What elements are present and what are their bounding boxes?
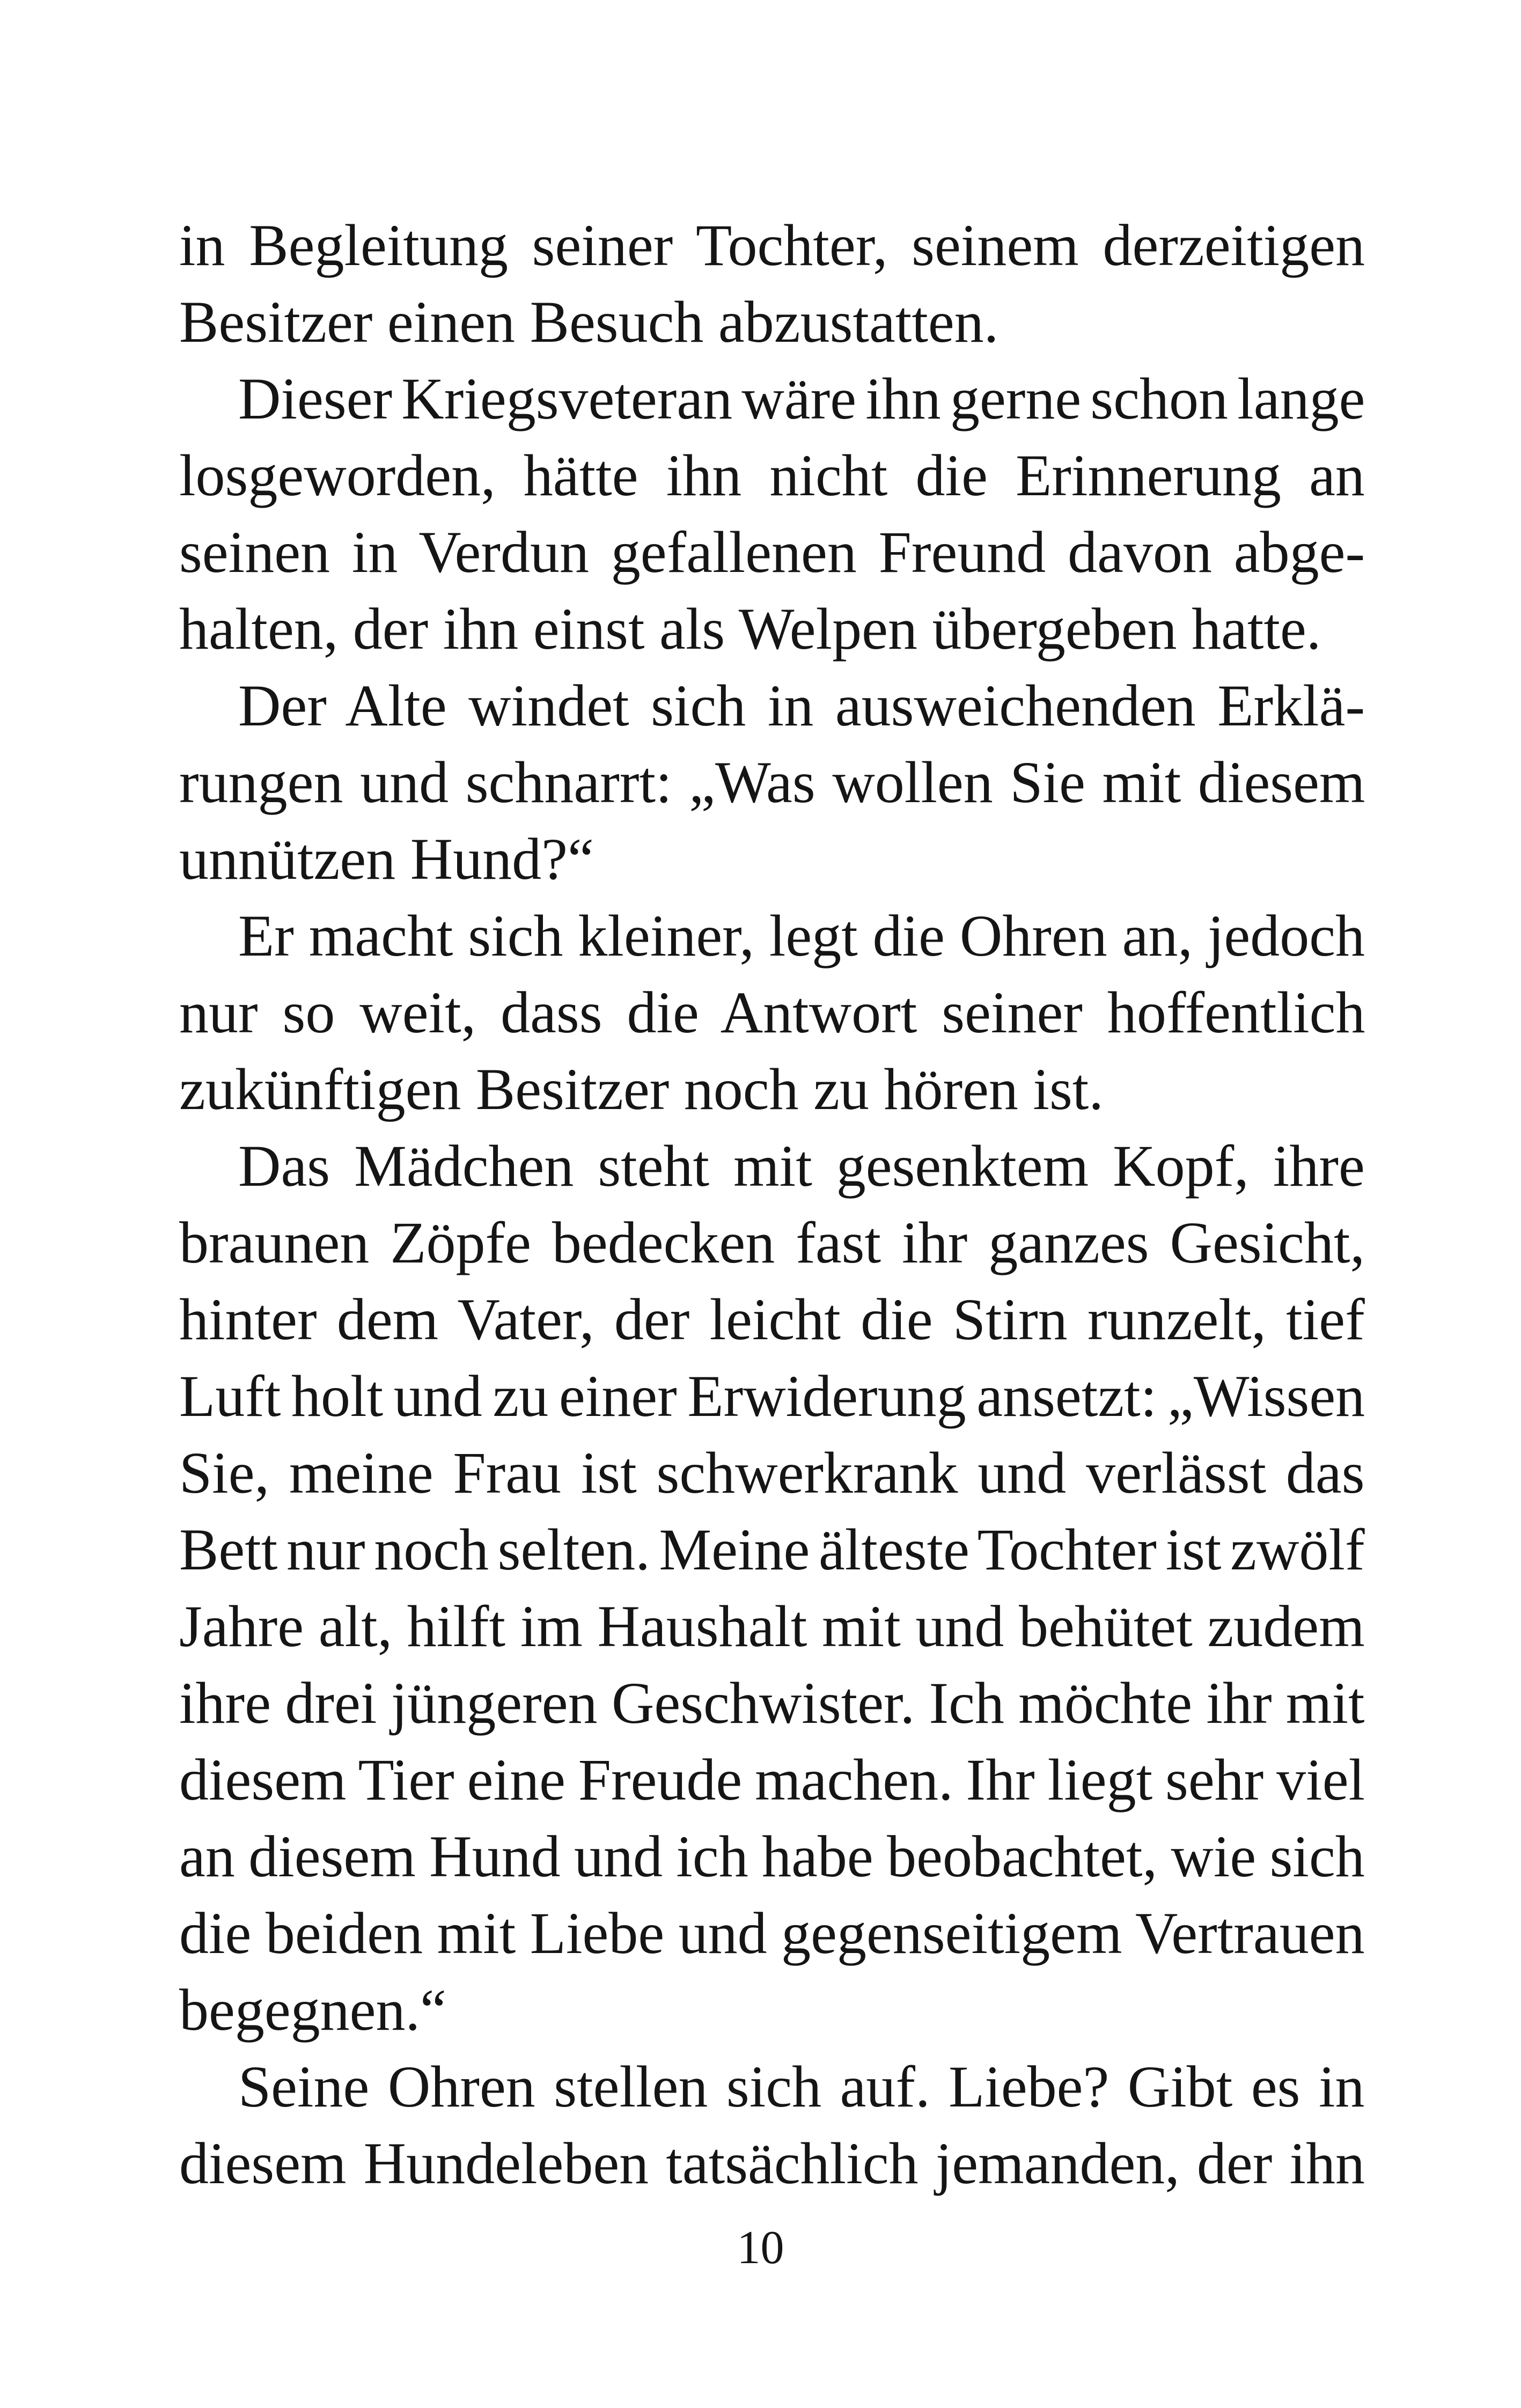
text-line: Er macht sich kleiner, legt die Ohren an, jedoch xyxy=(238,903,1365,968)
text-line: diesem Tier eine Freude machen. Ihr liegt sehr viel xyxy=(179,1747,1365,1812)
text-line: halten, der ihn einst als Welpen übergeben hatte. xyxy=(179,596,1321,662)
text-line: begegnen.“ xyxy=(179,1977,446,2043)
text-line: Sie, meine Frau ist schwerkrank und verlässt das xyxy=(179,1440,1365,1506)
text-line: Der Alte windet sich in ausweichenden Erklä- xyxy=(238,673,1365,738)
page-number: 10 xyxy=(737,2222,784,2274)
text-line: Dieser Kriegsveteran wäre ihn gerne schon lange xyxy=(238,366,1365,431)
text-line: rungen und schnarrt: „Was wollen Sie mit diesem xyxy=(179,750,1365,815)
text-line: braunen Zöpfe bedecken fast ihr ganzes Gesicht, xyxy=(179,1210,1365,1275)
body-text xyxy=(179,207,1365,2202)
text-line: Bett nur noch selten. Meine älteste Tochter ist zwölf xyxy=(179,1517,1365,1582)
text-line: Besitzer einen Besuch abzustatten. xyxy=(179,289,999,355)
text-line: Luft holt und zu einer Erwiderung ansetzt: „Wissen xyxy=(179,1363,1365,1429)
text-line: losgeworden, hätte ihn nicht die Erinnerung an xyxy=(179,443,1365,508)
text-line: Jahre alt, hilft im Haushalt mit und behütet zudem xyxy=(179,1594,1365,1659)
text-line: die beiden mit Liebe und gegenseitigem Vertrauen xyxy=(179,1900,1365,1966)
text-line: unnützen Hund?“ xyxy=(179,826,594,892)
text-line: zukünftigen Besitzer noch zu hören ist. xyxy=(179,1056,1104,1122)
text-line: in Begleitung seiner Tochter, seinem derzeitigen xyxy=(179,212,1365,278)
text-line: seinen in Verdun gefallenen Freund davon abge- xyxy=(179,519,1365,585)
text-line: diesem Hundeleben tatsächlich jemanden, der ihn xyxy=(179,2131,1365,2196)
text-line: hinter dem Vater, der leicht die Stirn runzelt, tief xyxy=(179,1287,1365,1352)
text-line: Das Mädchen steht mit gesenktem Kopf, ihre xyxy=(238,1133,1365,1199)
text-line: an diesem Hund und ich habe beobachtet, wie sich xyxy=(179,1824,1365,1889)
text-line: Seine Ohren stellen sich auf. Liebe? Gibt es in xyxy=(238,2054,1365,2119)
text-line: nur so weit, dass die Antwort seiner hoffentlich xyxy=(179,980,1365,1045)
text-line: ihre drei jüngeren Geschwister. Ich möchte ihr mit xyxy=(179,1670,1365,1736)
